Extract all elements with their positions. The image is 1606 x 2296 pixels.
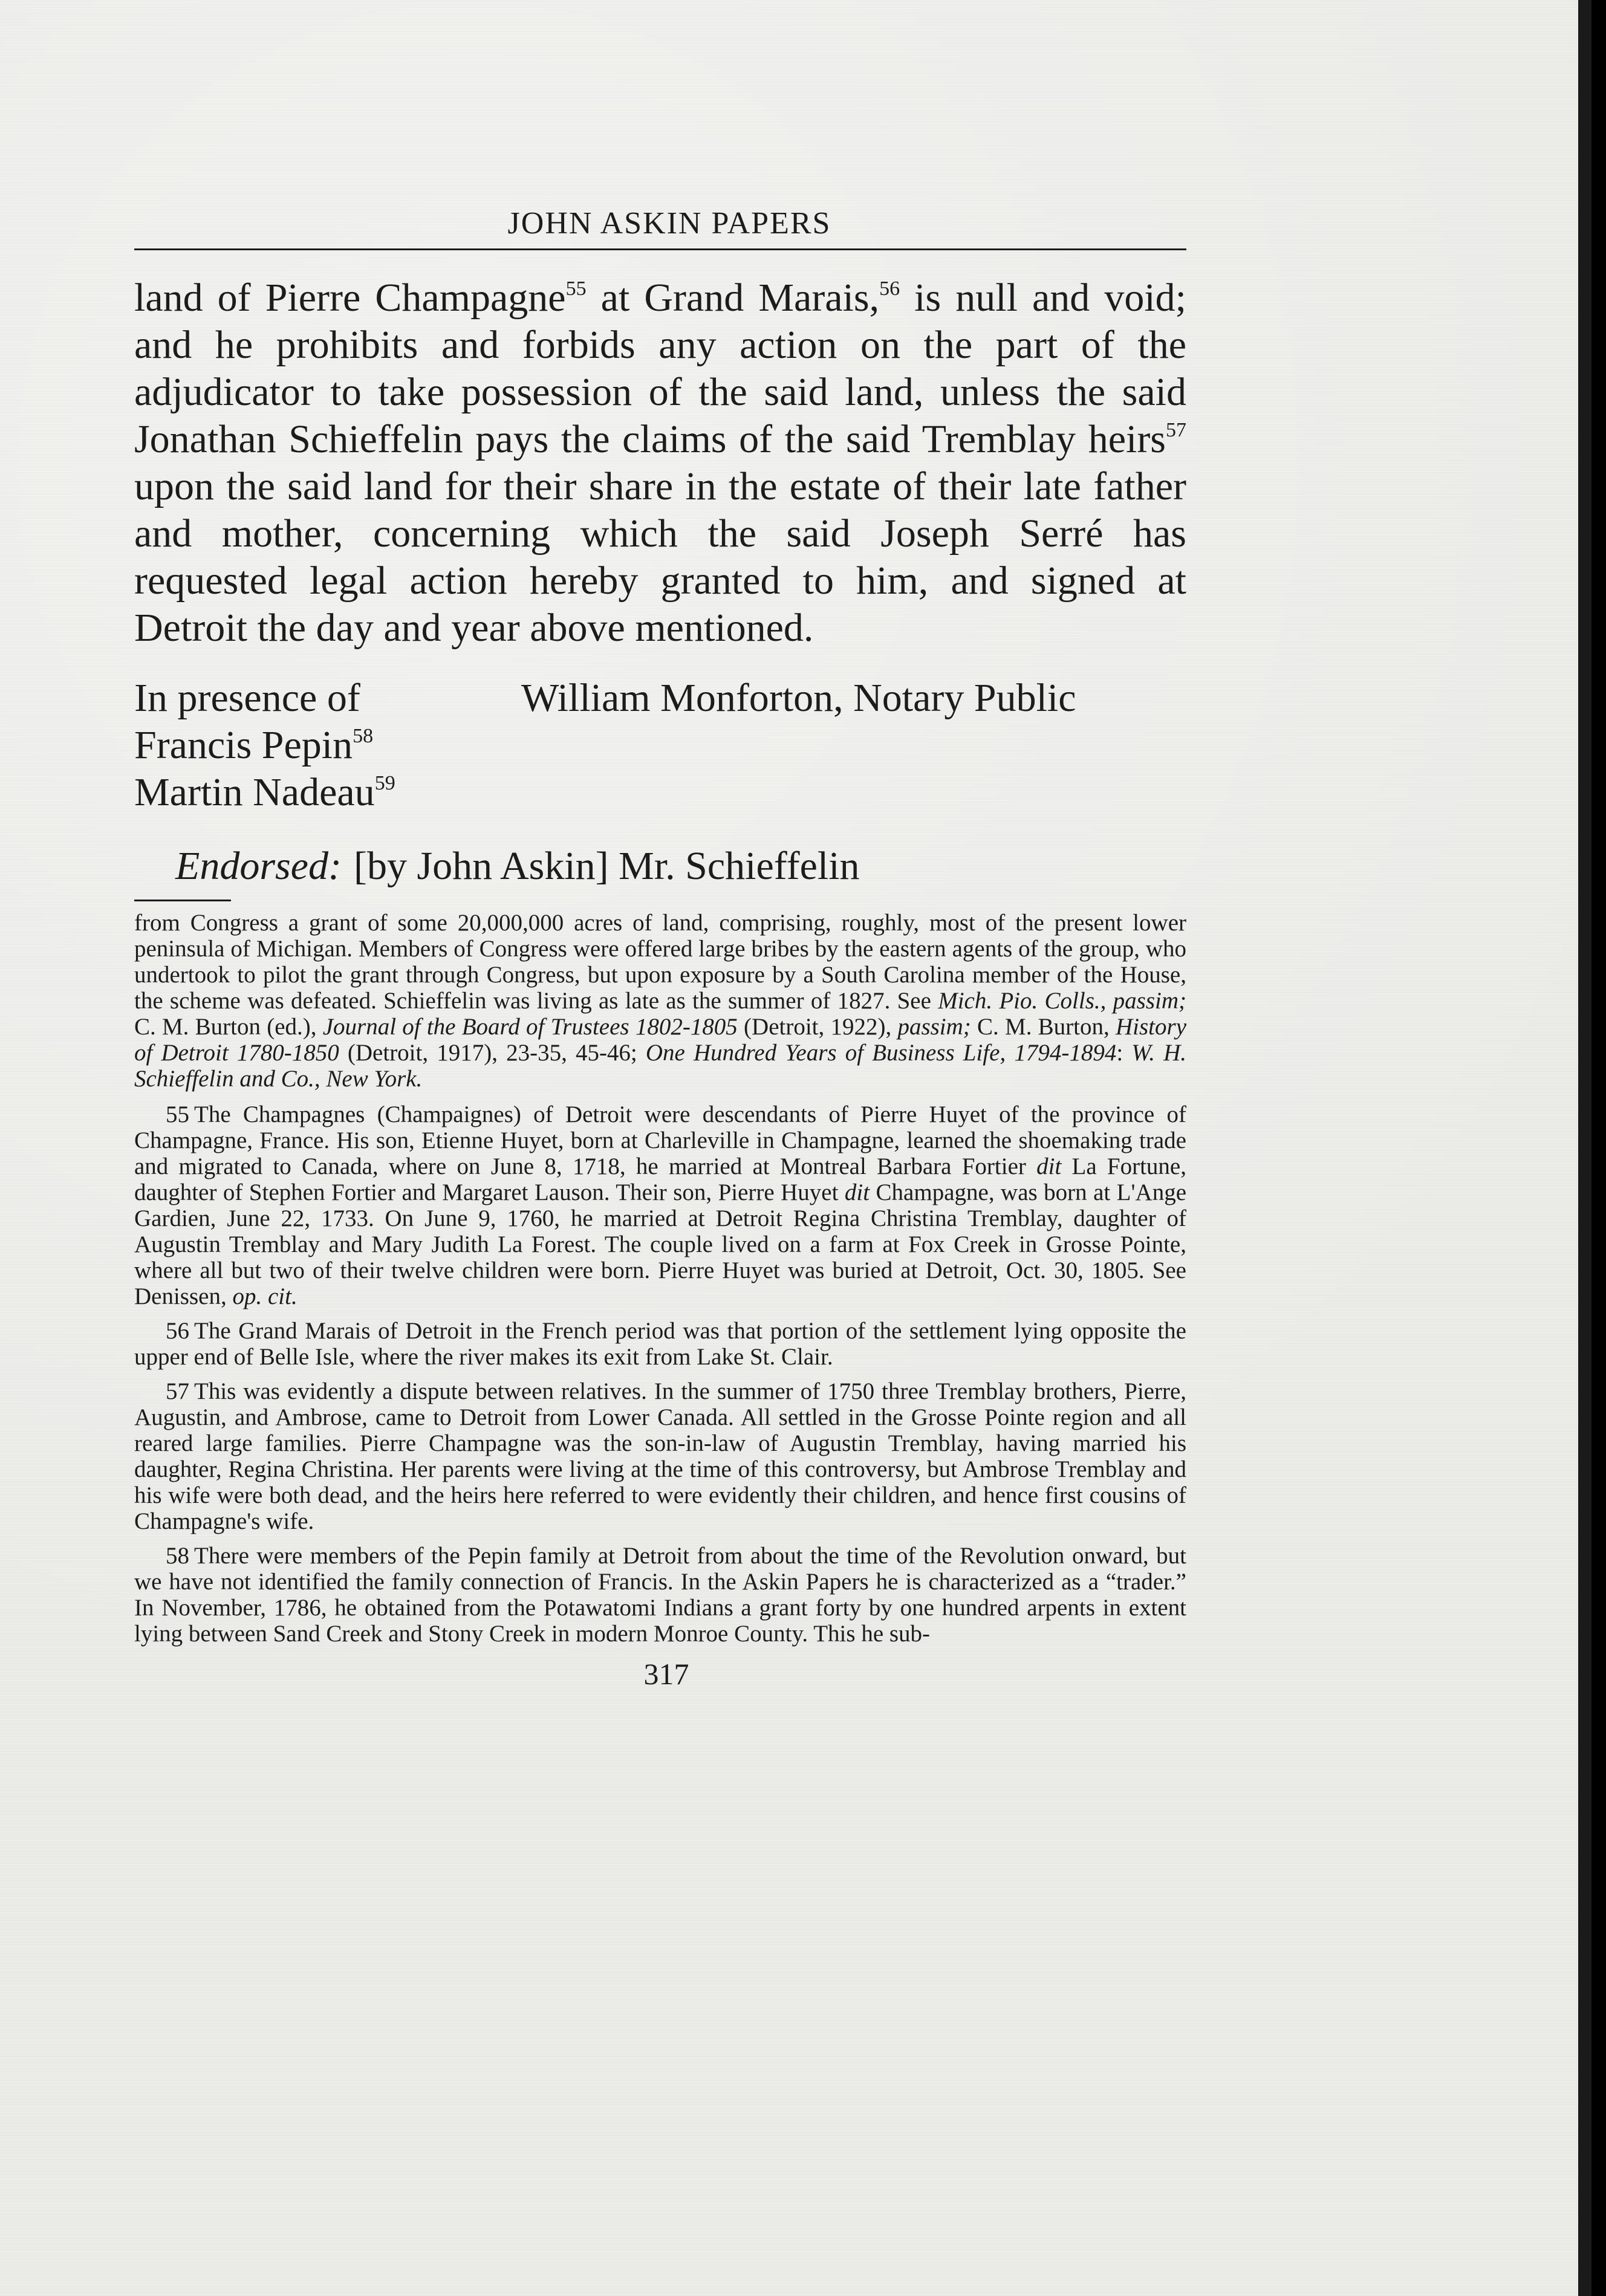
- footnote-text: The Champagnes (Champaignes) of Detroit were descendants of Pierre Huyet of the province of Champagne, France. His son, Etienne Huyet, born at Charleville in Champagne, learned the shoemaking trade and migrated to Canada, where on June 8, 1718, he married at Montreal Barbara Fortier: [134, 1101, 1186, 1179]
- footnote-ref: 58: [353, 725, 374, 747]
- footnote-italic: Mich. Pio. Colls., passim;: [938, 988, 1186, 1014]
- notary-signature: William Monforton, Notary Public: [521, 676, 1076, 720]
- page-content: [134, 206, 1186, 1691]
- footnote-number: 56: [166, 1318, 189, 1344]
- footnote-text: Champagne, was born at L'Ange Gardien, June 22, 1733. On June 9, 1760, he married at Detroit Regina Christina Tremblay, daughter of Augustin Tremblay and Mary Judith La Forest. The couple lived on a farm at Fox Creek in Grosse Pointe, where all but two of their twelve children were born. Pierre Huyet was buried at Detroit, Oct. 30, 1805. See Denissen,: [134, 1179, 1187, 1309]
- body-text-segment: at Grand Marais,: [586, 276, 880, 320]
- body-text-segment: land of Pierre Champagne: [134, 276, 566, 320]
- footnote-56: [134, 1318, 1186, 1370]
- footnote-ref: 57: [1166, 419, 1186, 441]
- footnote-text: C. M. Burton (ed.),: [134, 1014, 323, 1040]
- footnote-text: The Grand Marais of Detroit in the French period was that portion of the settlement lying opposite the upper end of Belle Isle, where the river makes its exit from Lake St. Clair.: [134, 1318, 1186, 1370]
- endorsement-line: [175, 843, 1186, 890]
- page-number: 317: [643, 1657, 689, 1691]
- witness-name: Francis Pepin: [134, 723, 353, 767]
- footnote-continuation: [134, 910, 1186, 1092]
- signature-block: [134, 675, 1186, 816]
- footnote-italic: One Hundred Years of Business Life, 1794-1894: [645, 1040, 1117, 1066]
- footnote-57: [134, 1378, 1186, 1534]
- body-text-segment: upon the said land for their share in the estate of their late father and mother, concerning which the said Joseph Serré has requested legal action hereby granted to him, and signed at Detroit the day and year above mentioned.: [134, 464, 1186, 650]
- body-text-segment: is null and void; and he prohibits and forbids any action on the part of the adjudicator to take possession of the said land, unless the said Jonathan Schieffelin pays the claims of the said Tremblay heirs: [134, 276, 1187, 461]
- footnote-italic: dit: [844, 1179, 870, 1205]
- footnote-text: La Fortune, daughter of Stephen Fortier and Margaret Lauson. Their son, Pierre Huyet: [134, 1153, 1186, 1205]
- endorsed-text: [by John Askin] Mr. Schieffelin: [353, 844, 860, 888]
- footnote-ref: 56: [879, 277, 900, 300]
- footnote-italic: W. H. Schieffelin and Co., New York.: [134, 1040, 1186, 1092]
- footnote-58: [134, 1543, 1186, 1647]
- footnote-text: There were members of the Pepin family at Detroit from about the time of the Revolution onward, but we have not identified the family connection of Francis. In the Askin Papers he is characterized as a “trader.” In November, 1786, he obtained from the Potawatomi Indians a grant forty by one hundred arpents in extent lying between Sand Creek and Stony Creek in modern Monroe County. This he sub-: [134, 1543, 1186, 1647]
- footnote-italic: History of Detroit 1780-1850: [134, 1014, 1186, 1066]
- endorsed-label: Endorsed:: [175, 844, 342, 888]
- footnote-number: 55: [166, 1101, 189, 1127]
- footnote-italic: passim;: [897, 1014, 971, 1040]
- footnote-55: [134, 1101, 1186, 1309]
- footnote-text: (Detroit, 1917), 23-35, 45-46;: [339, 1040, 646, 1066]
- footnote-rule: [134, 900, 231, 901]
- body-paragraph: [134, 274, 1186, 652]
- header-rule: [134, 248, 1186, 250]
- footnote-ref: 59: [374, 772, 395, 794]
- footnote-text: :: [1116, 1040, 1132, 1066]
- scan-edge: [1591, 0, 1606, 2296]
- footnotes-section: [134, 910, 1186, 1647]
- footnote-text: This was evidently a dispute between relatives. In the summer of 1750 three Tremblay brothers, Pierre, Augustin, and Ambrose, came to Detroit from Lower Canada. All settled in the Grosse Pointe region and all reared large families. Pierre Champagne was the son-in-law of Augustin Tremblay, having married his daughter, Regina Christina. Her parents were living at the time of this controversy, but Ambrose Tremblay and his wife were both dead, and the heirs here referred to were evidently their children, and hence first cousins of Champagne's wife.: [134, 1378, 1186, 1534]
- footnote-text: C. M. Burton,: [970, 1014, 1116, 1040]
- running-head: JOHN ASKIN PAPERS: [507, 206, 831, 241]
- footnote-italic: op. cit.: [232, 1283, 297, 1309]
- footnote-ref: 55: [565, 277, 587, 300]
- footnote-text: from Congress a grant of some 20,000,000 acres of land, comprising, roughly, most of the present lower peninsula of Michigan. Members of Congress were offered large bribes by the eastern agents of the group, who undertook to pilot the grant through Congress, but upon exposure by a South Carolina member of the House, the scheme was defeated. Schieffelin was living as late as the summer of 1827. See: [134, 910, 1186, 1014]
- witness-martin-nadeau: [134, 769, 395, 816]
- footnote-number: 57: [166, 1378, 189, 1404]
- footnote-number: 58: [166, 1543, 189, 1569]
- in-presence-label: In presence of: [134, 676, 360, 720]
- footnote-text: (Detroit, 1922),: [737, 1014, 898, 1040]
- witness-francis-pepin: [134, 722, 373, 769]
- witness-name: Martin Nadeau: [134, 770, 375, 814]
- footnote-italic: dit: [1036, 1153, 1062, 1179]
- footnote-italic: Journal of the Board of Trustees 1802-1805: [322, 1014, 738, 1040]
